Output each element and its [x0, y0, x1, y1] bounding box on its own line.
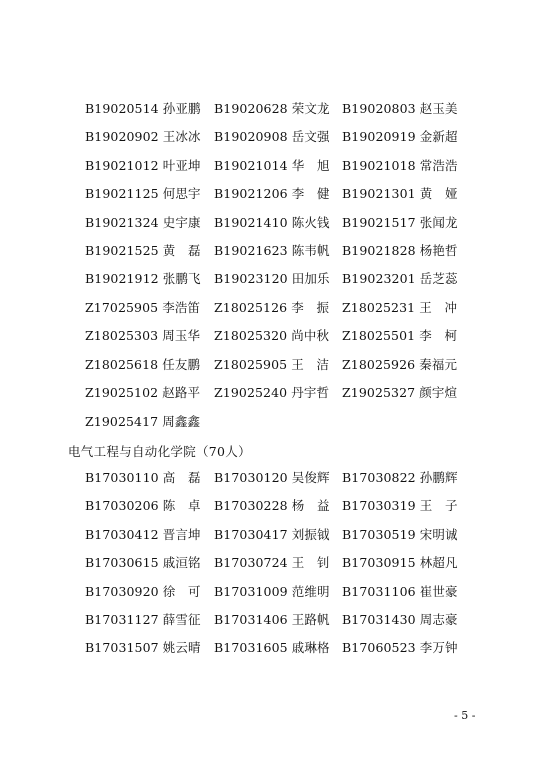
student-entry: B17030206 陈 卓 [85, 498, 201, 513]
name-list-row [0, 100, 543, 128]
name-list-row [0, 611, 543, 639]
student-entry: Z18025303 周玉华 [85, 328, 201, 343]
student-entry: Z18025126 李 振 [214, 300, 330, 315]
name-list-row [0, 497, 543, 525]
student-entry: B17030615 戚洹铭 [85, 555, 201, 570]
student-entry: B19021623 陈韦帆 [214, 243, 330, 258]
student-entry: B19021012 叶亚坤 [85, 158, 201, 173]
student-entry: B19021206 李 健 [214, 186, 330, 201]
student-entry: B17030920 徐 可 [85, 584, 201, 599]
name-list-row [0, 299, 543, 327]
name-list-row [0, 554, 543, 582]
student-entry: B19021018 常浩浩 [342, 158, 458, 173]
name-list-row [0, 242, 543, 270]
name-list-row [0, 583, 543, 611]
student-entry: B17030915 林超凡 [342, 555, 458, 570]
student-entry: B17030417 刘振钺 [214, 527, 330, 542]
name-list-row [0, 356, 543, 384]
student-entry: B17031430 周志豪 [342, 612, 458, 627]
name-list-row [0, 384, 543, 412]
name-list-row [0, 469, 543, 497]
name-list-row [0, 526, 543, 554]
student-entry: B19020628 荣文龙 [214, 101, 330, 116]
student-entry: B19021828 杨艳哲 [342, 243, 458, 258]
student-entry: B19021301 黄 娅 [342, 186, 458, 201]
student-entry: Z18025501 李 柯 [342, 328, 458, 343]
student-entry: B17060523 李万钟 [342, 640, 458, 655]
student-entry: B19023201 岳芝蕊 [342, 271, 458, 286]
student-entry: Z18025618 任友鹏 [85, 357, 201, 372]
student-entry: B17030822 孙鹏辉 [342, 470, 458, 485]
student-entry: B17031106 崔世豪 [342, 584, 458, 599]
student-entry: Z19025102 赵路平 [85, 385, 201, 400]
student-entry: B19020908 岳文强 [214, 129, 330, 144]
page-number: - 5 - [454, 709, 476, 722]
student-entry: Z19025240 丹宇哲 [214, 385, 330, 400]
student-entry: B17031507 姚云晴 [85, 640, 201, 655]
student-entry: B19020919 金新超 [342, 129, 458, 144]
student-entry: B17030110 高 磊 [85, 470, 201, 485]
student-entry: B19023120 田加乐 [214, 271, 330, 286]
student-entry: Z18025905 王 洁 [214, 357, 330, 372]
student-entry: B17030120 吴俊辉 [214, 470, 330, 485]
name-list-row [0, 157, 543, 185]
student-entry: B19021125 何思宇 [85, 186, 201, 201]
student-entry: B19021517 张闻龙 [342, 215, 458, 230]
student-entry: B19021324 史宇康 [85, 215, 201, 230]
section-title: 电气工程与自动化学院（70人） [68, 444, 251, 459]
student-entry: Z18025926 秦福元 [342, 357, 458, 372]
student-entry: B17030319 王 子 [342, 498, 458, 513]
student-entry: Z19025327 颜宇煊 [342, 385, 458, 400]
student-entry: Z18025231 王 冲 [342, 300, 458, 315]
student-entry: B19021912 张鹏飞 [85, 271, 201, 286]
name-list-row [0, 639, 543, 667]
name-list-row [0, 214, 543, 242]
name-list-row [0, 185, 543, 213]
student-entry: B17030724 王 钊 [214, 555, 330, 570]
student-entry: B19020803 赵玉美 [342, 101, 458, 116]
student-entry: B19020902 王冰冰 [85, 129, 201, 144]
student-entry: Z19025417 周鑫鑫 [85, 414, 201, 429]
student-entry: B17030412 晋言坤 [85, 527, 201, 542]
student-entry: Z18025320 尚中秋 [214, 328, 330, 343]
student-entry: B17030519 宋明诚 [342, 527, 458, 542]
student-entry: B19021525 黄 磊 [85, 243, 201, 258]
name-list-row [0, 413, 543, 441]
name-list-row [0, 270, 543, 298]
student-entry: B19021410 陈火钱 [214, 215, 330, 230]
student-entry: B17031406 王路帆 [214, 612, 330, 627]
name-list-row [0, 327, 543, 355]
student-entry: B17031127 薛雪征 [85, 612, 201, 627]
student-entry: B17031605 戚琳格 [214, 640, 330, 655]
student-entry: B19021014 华 旭 [214, 158, 330, 173]
student-entry: B17031009 范维明 [214, 584, 330, 599]
student-entry: B19020514 孙亚鹏 [85, 101, 201, 116]
student-entry: Z17025905 李浩笛 [85, 300, 201, 315]
name-list-row [0, 128, 543, 156]
student-entry: B17030228 杨 益 [214, 498, 330, 513]
